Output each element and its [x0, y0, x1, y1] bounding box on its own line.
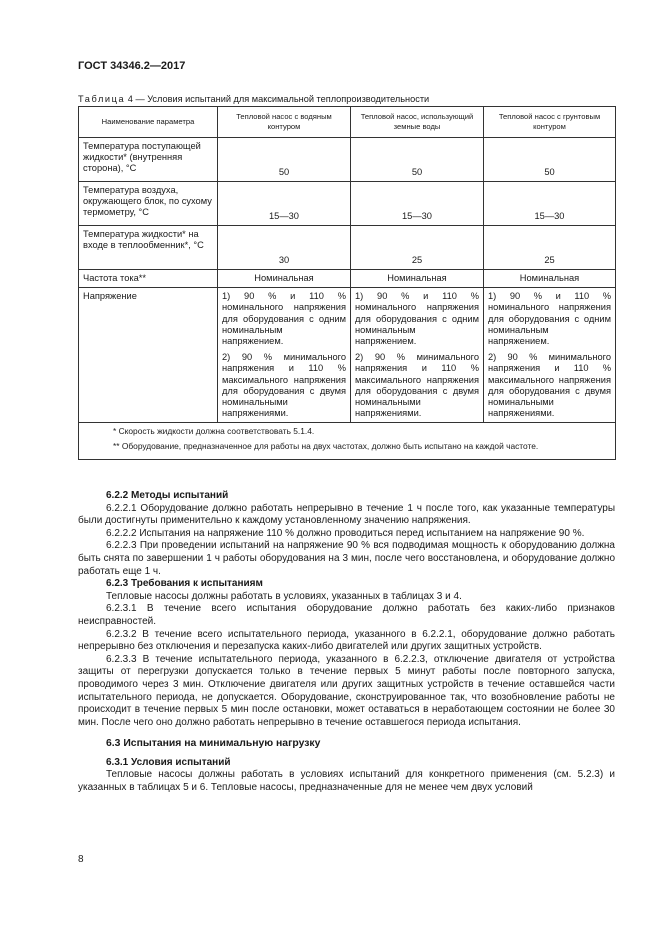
voltage-item: 1) 90 % и 110 % номинального напряжения для оборудования с одним номинальным напряжением.: [222, 291, 346, 347]
document-body: [78, 490, 615, 795]
param-cell: Температура воздуха, окружающего блок, по сухому термометру, °С: [79, 182, 218, 226]
table-caption-label: Таблица: [78, 94, 126, 104]
voltage-item: 2) 90 % минимального напряжения и 110 % максимального напряжения для оборудования с двумя номинальными напряжениями.: [355, 352, 479, 419]
param-cell: Напряжение: [79, 288, 218, 423]
section-heading: 6.2.3 Требования к испытаниям: [106, 578, 263, 590]
voltage-cell: [351, 288, 484, 423]
table-row: [79, 182, 616, 226]
column-header: Тепловой насос с грунтовым контуром: [484, 107, 616, 138]
section-heading: 6.2.2 Методы испытаний: [106, 490, 229, 501]
paragraph: 6.2.3.1 В течение всего испытания оборудование должно работать без каких-либо признаков неисправностей.: [78, 603, 615, 627]
column-header: Тепловой насос, использующий земные воды: [351, 107, 484, 138]
standard-code: ГОСТ 34346.2—2017: [78, 60, 186, 72]
voltage-item: 2) 90 % минимального напряжения и 110 % максимального напряжения для оборудования с двумя номинальными напряжениями.: [488, 352, 611, 419]
table-caption-title: 4 — Условия испытаний для максимальной теплопроизводительности: [127, 94, 430, 104]
table-header-row: [79, 107, 616, 138]
voltage-item: 1) 90 % и 110 % номинального напряжения для оборудования с одним номинальным напряжением.: [488, 291, 611, 347]
table-footnote: ** Оборудование, предназначенное для работы на двух частотах, должно быть испытано на каждой частоте.: [113, 441, 539, 452]
value-cell: 50: [351, 138, 484, 182]
paragraph: 6.2.3.3 В течение испытательного периода, указанного в 6.2.2.3, отключение двигателя от устройства защиты от перегрузки допускается только в течение первых 5 минут работы после повторного запуска, проводимого через 3 мин. Отключение двигателя или других защитных устройств в течение оставшейся части испытательного периода, не допускается. Оборудование, сконструированное так, что возобновление работы не происходит в течение первых 5 мин после остановки, может оставаться в неработающем состоянии не более 30 мин. После чего оно должно работать непрерывно в течение оставшегося периода испытания.: [78, 653, 615, 728]
paragraph: Тепловые насосы должны работать в условиях, указанных в таблицах 3 и 4.: [106, 590, 462, 602]
paragraph: 6.2.3.2 В течение всего испытательного периода, указанного в 6.2.2.1, оборудование должно работать непрерывно без отключения и перезапуска каких-либо двигателей или других защитных устройств.: [78, 628, 615, 653]
table-notes-row: [79, 423, 616, 460]
table-row-voltage: [79, 288, 616, 423]
value-cell: Номинальная: [351, 270, 484, 288]
section-heading: 6.3.1 Условия испытаний: [106, 756, 231, 768]
table-footnote: * Скорость жидкости должна соответствовать 5.1.4.: [113, 426, 315, 437]
table-row: [79, 270, 616, 288]
value-cell: 15—30: [484, 182, 616, 226]
param-cell: Частота тока**: [79, 270, 218, 288]
voltage-item: 1) 90 % и 110 % номинального напряжения для оборудования с одним номинальным напряжением.: [355, 291, 479, 347]
test-conditions-table: [78, 106, 616, 460]
value-cell: Номинальная: [484, 270, 616, 288]
value-cell: 50: [218, 138, 351, 182]
paragraph: 6.2.2.3 При проведении испытаний на напряжение 90 % вся подводимая мощность к оборудованию должна быть снята по завершении 1 ч работы оборудования на 3 мин, после чего восстановлена, и оборудование должно работать еще 1 ч.: [78, 540, 615, 577]
section-heading: 6.3 Испытания на минимальную нагрузку: [106, 738, 321, 750]
value-cell: 30: [218, 226, 351, 270]
param-cell: Температура поступающей жидкости* (внутренняя сторона), °С: [79, 138, 218, 182]
value-cell: 15—30: [218, 182, 351, 226]
paragraph: 6.2.2.1 Оборудование должно работать непрерывно в течение 1 ч после того, как указанные температуры были достигнуты применительно к каждому установленному значению напряжения.: [78, 502, 615, 527]
voltage-cell: [484, 288, 616, 423]
table-row: [79, 138, 616, 182]
column-header: Наименование параметра: [79, 107, 218, 138]
page-number: 8: [78, 854, 84, 865]
column-header: Тепловой насос с водяным контуром: [218, 107, 351, 138]
paragraph: 6.2.2.2 Испытания на напряжение 110 % должно проводиться перед испытанием на напряжение 90 %.: [106, 527, 585, 539]
table-notes: [79, 423, 616, 460]
value-cell: Номинальная: [218, 270, 351, 288]
value-cell: 25: [484, 226, 616, 270]
paragraph: Тепловые насосы должны работать в условиях испытаний для конкретного применения (см. 5.2.3) и указанных в таблицах 5 и 6. Тепловые насосы, предназначенные для не менее чем двух условий: [78, 769, 615, 794]
table-row: [79, 226, 616, 270]
value-cell: 15—30: [351, 182, 484, 226]
table-caption: [78, 94, 429, 104]
voltage-item: 2) 90 % минимального напряжения и 110 % максимального напряжения для оборудования с двумя номинальными напряжениями.: [222, 352, 346, 419]
value-cell: 25: [351, 226, 484, 270]
param-cell: Температура жидкости* на входе в теплообменник*, °С: [79, 226, 218, 270]
voltage-cell: [218, 288, 351, 423]
value-cell: 50: [484, 138, 616, 182]
